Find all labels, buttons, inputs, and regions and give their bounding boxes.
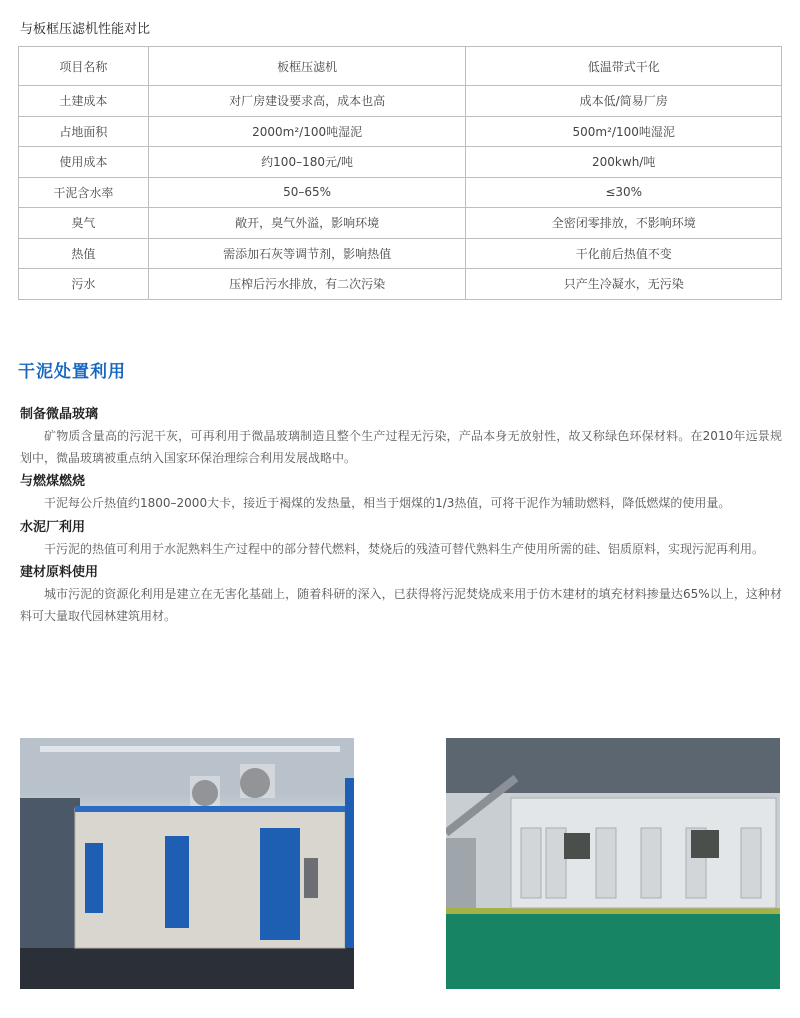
table-cell: 热值 — [19, 238, 149, 269]
item-title: 水泥厂利用 — [20, 519, 86, 535]
table-cell: 敞开，臭气外溢，影响环境 — [148, 208, 466, 239]
table-row — [19, 116, 782, 147]
header-cell: 低温带式干化 — [466, 47, 782, 86]
table-cell: 500m²/100吨湿泥 — [466, 116, 782, 147]
table-cell: 全密闭零排放，不影响环境 — [466, 208, 782, 239]
table-row — [19, 238, 782, 269]
table-cell: 对厂房建设要求高，成本也高 — [148, 86, 466, 117]
table-cell: 200kwh/吨 — [466, 147, 782, 178]
item-title: 制备微晶玻璃 — [20, 407, 99, 422]
table-cell: 2000m²/100吨湿泥 — [148, 116, 466, 147]
item-body: 干泥每公斤热值约1800–2000大卡，接近于褐煤的发热量，相当于烟煤的1/3热值，可将干泥作为辅助燃料，降低燃煤的使用量。 — [44, 496, 731, 510]
table-cell: 干化前后热值不变 — [466, 238, 782, 269]
table-cell: 只产生冷凝水，无污染 — [466, 269, 782, 300]
item-body: 矿物质含量高的污泥干灰，可再利用于微晶玻璃制造且整个生产过程无污染，产品本身无放射性，故又称绿色环保材料。在2010年远景规划中，微晶玻璃被重点纳入国家环保治理综合利用发展战略中。 — [20, 429, 782, 465]
header-cell: 项目名称 — [19, 47, 149, 86]
dryer-photo-right — [446, 738, 780, 989]
table-cell: 需添加石灰等调节剂，影响热值 — [148, 238, 466, 269]
table-row — [19, 177, 782, 208]
dryer-photo-left — [20, 738, 354, 989]
item-title: 建材原料使用 — [20, 565, 99, 580]
table-cell: 50–65% — [148, 177, 466, 208]
table-cell: 成本低/简易厂房 — [466, 86, 782, 117]
table-row — [19, 86, 782, 117]
table-cell: 占地面积 — [19, 116, 149, 147]
table-cell: 压榨后污水排放，有二次污染 — [148, 269, 466, 300]
table-row — [19, 147, 782, 178]
comparison-table — [18, 46, 782, 300]
table-row — [19, 269, 782, 300]
table-cell: 干泥含水率 — [19, 177, 149, 208]
table-cell: 约100–180元/吨 — [148, 147, 466, 178]
table-cell: 污水 — [19, 269, 149, 300]
table-cell: ≤30% — [466, 177, 782, 208]
table-cell: 使用成本 — [19, 147, 149, 178]
table-cell: 臭气 — [19, 208, 149, 239]
header-cell: 板框压滤机 — [148, 47, 466, 86]
item-body: 城市污泥的资源化利用是建立在无害化基础上，随着科研的深入，已获得将污泥焚烧成来用于仿木建材的填充材料掺量达65%以上，这种材料可大量取代园林建筑用材。 — [20, 587, 782, 623]
usage-list — [20, 404, 782, 629]
table-cell: 土建成本 — [19, 86, 149, 117]
dryer-illustration-left — [20, 738, 354, 989]
table-header-row — [19, 47, 782, 86]
item-title: 与燃煤燃烧 — [20, 474, 86, 489]
item-body: 干污泥的热值可利用于水泥熟料生产过程中的部分替代燃料，焚烧后的残渣可替代熟料生产使用所需的硅、铝质原料，实现污泥再利用。 — [44, 541, 765, 556]
section-title: 干泥处置利用 — [18, 362, 126, 382]
table-row — [19, 208, 782, 239]
table-caption: 与板框压滤机性能对比 — [20, 22, 151, 37]
dryer-illustration-right — [446, 738, 780, 989]
